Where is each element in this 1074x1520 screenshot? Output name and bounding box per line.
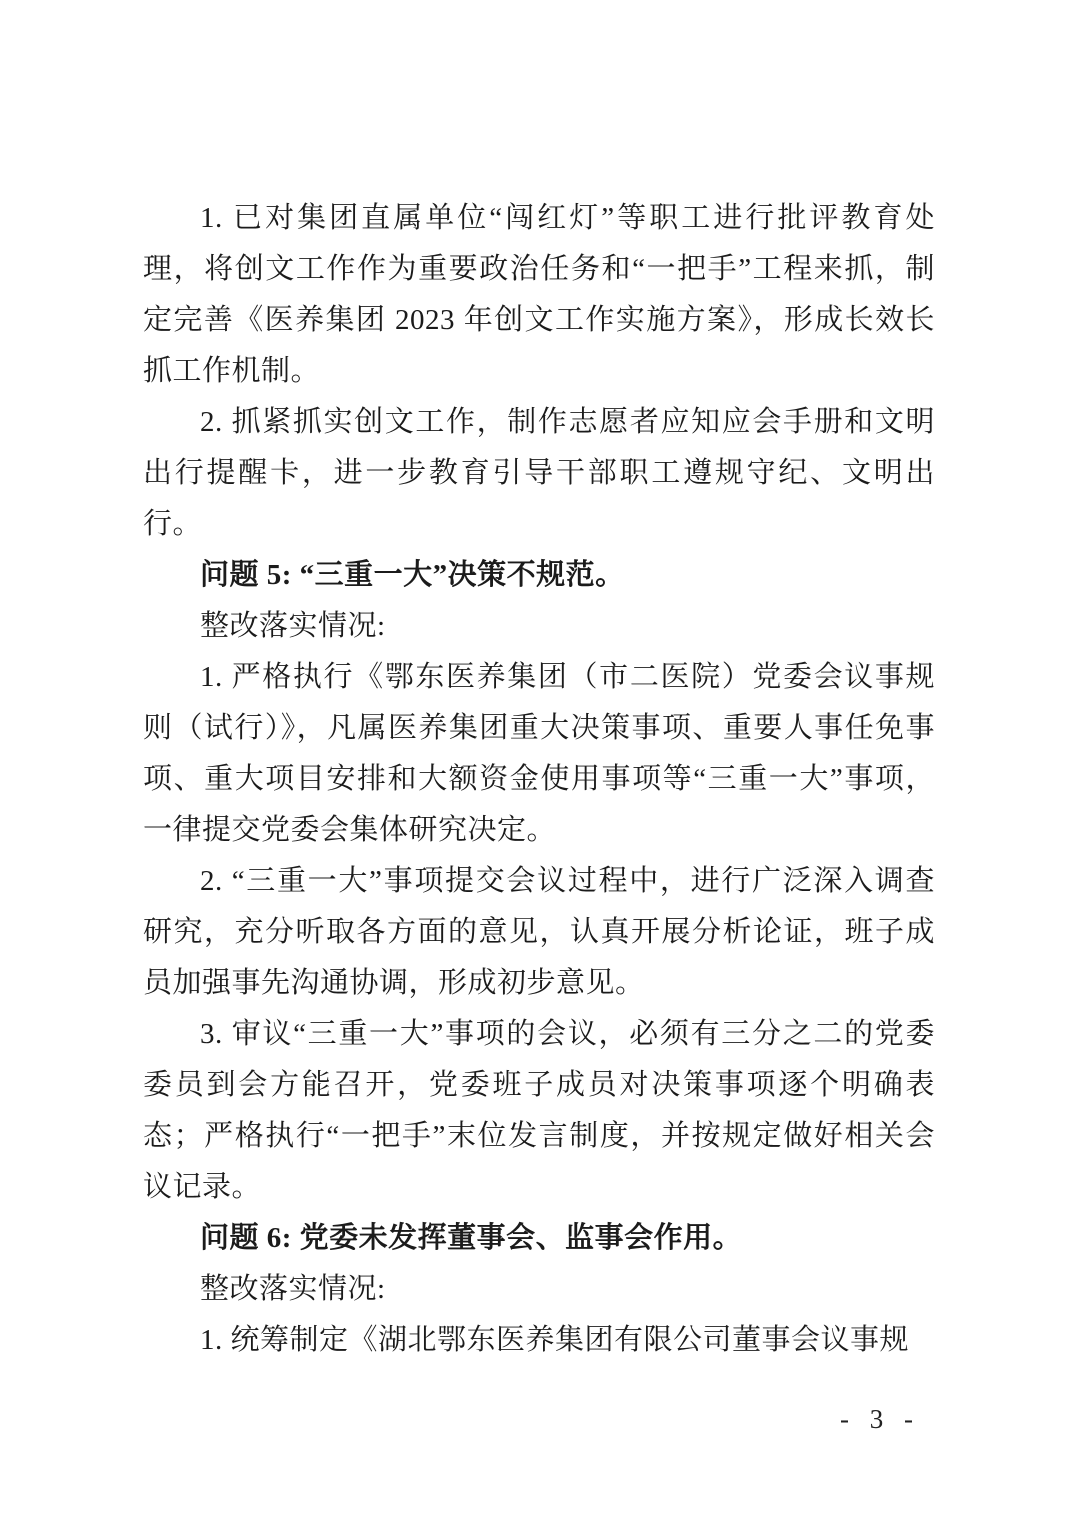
paragraph: 2. “三重一大”事项提交会议过程中，进行广泛深入调查研究，充分听取各方面的意见，认真开展分析论证，班子成员加强事先沟通协调，形成初步意见。: [143, 865, 935, 999]
page-number: - 3 -: [840, 1404, 920, 1434]
paragraph: 1. 统筹制定《湖北鄂东医养集团有限公司董事会议事规: [200, 1324, 910, 1356]
paragraph: 2. 抓紧抓实创文工作，制作志愿者应知应会手册和文明出行提醒卡，进一步教育引导干部职工遵规守纪、文明出行。: [143, 406, 935, 540]
paragraph: 1. 严格执行《鄂东医养集团（市二医院）党委会议事规则（试行）》，凡属医养集团重大决策事项、重要人事任免事项、重大项目安排和大额资金使用事项等“三重一大”事项，一律提交党委会集体研究决定。: [143, 661, 935, 846]
section-heading-problem-5: 问题 5: “三重一大”决策不规范。: [200, 559, 625, 591]
paragraph: 1. 已对集团直属单位“闯红灯”等职工进行批评教育处理，将创文工作作为重要政治任务和“一把手”工程来抓，制定完善《医养集团 2023 年创文工作实施方案》，形成长效长抓工作机制。: [143, 202, 935, 387]
document-body: [143, 193, 935, 1366]
section-heading-problem-6: 问题 6: 党委未发挥董事会、监事会作用。: [200, 1222, 743, 1254]
paragraph: 3. 审议“三重一大”事项的会议，必须有三分之二的党委委员到会方能召开，党委班子成员对决策事项逐个明确表态；严格执行“一把手”末位发言制度，并按规定做好相关会议记录。: [143, 1018, 935, 1203]
paragraph: 整改落实情况:: [200, 1273, 386, 1305]
paragraph: 整改落实情况:: [200, 610, 386, 642]
